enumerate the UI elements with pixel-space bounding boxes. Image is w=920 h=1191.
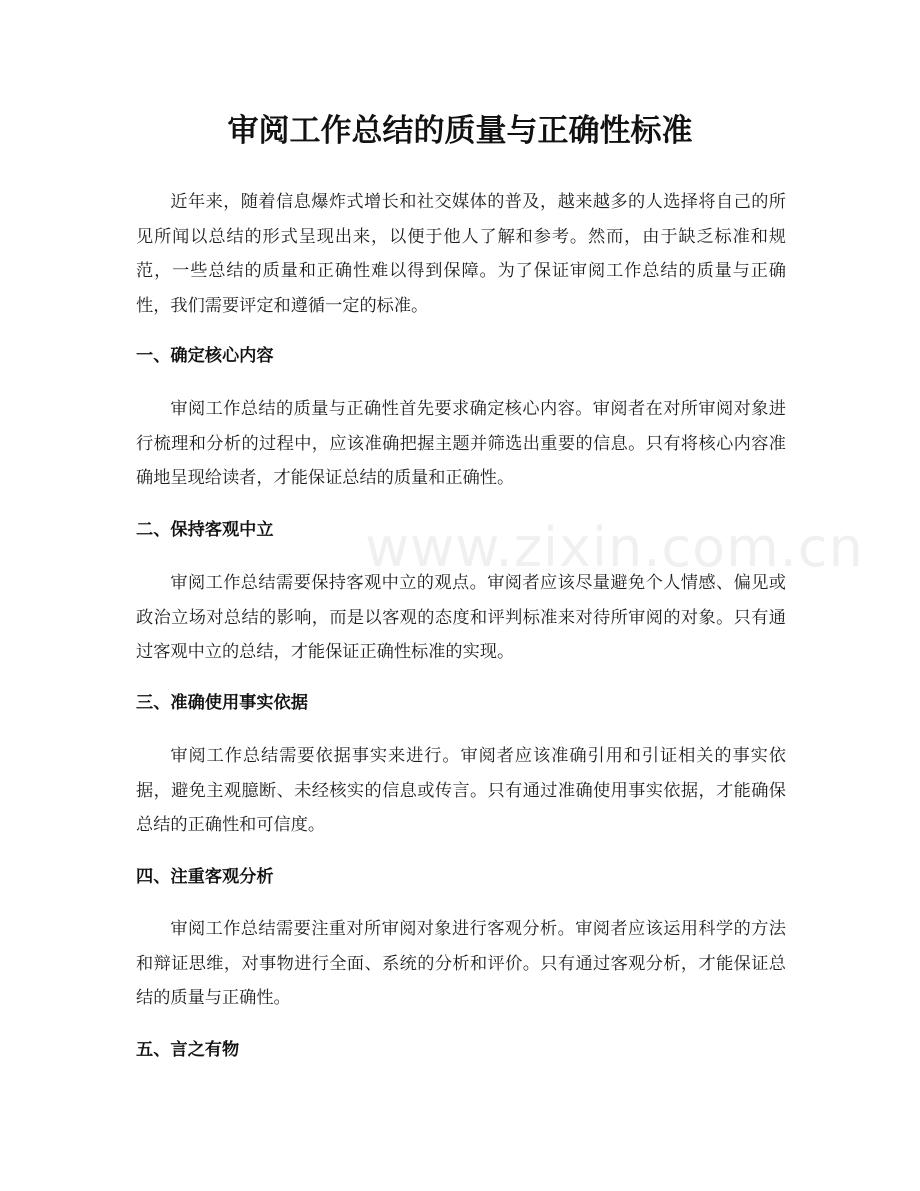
section-heading-3: 三、准确使用事实依据 (136, 693, 308, 713)
section-body-3: 审阅工作总结需要依据事实来进行。审阅者应该准确引用和引证相关的事实依据，避免主观臆断、未经核实的信息或传言。只有通过准确使用事实依据，才能确保总结的正确性和可信度。 (136, 746, 786, 835)
section-heading-1: 一、确定核心内容 (136, 346, 274, 366)
section-heading-5: 五、言之有物 (136, 1040, 240, 1060)
intro-paragraph: 近年来，随着信息爆炸式增长和社交媒体的普及，越来越多的人选择将自己的所见所闻以总结的形式呈现出来，以便于他人了解和参考。然而，由于缺乏标准和规范，一些总结的质量和正确性难以得到保障。为了保证审阅工作总结的质量与正确性，我们需要评定和遵循一定的标准。 (136, 192, 786, 316)
document-title: 审阅工作总结的质量与正确性标准 (227, 113, 693, 149)
section-heading-4: 四、注重客观分析 (136, 867, 274, 887)
section-heading-2: 二、保持客观中立 (136, 520, 274, 540)
section-body-2: 审阅工作总结需要保持客观中立的观点。审阅者应该尽量避免个人情感、偏见或政治立场对总结的影响，而是以客观的态度和评判标准来对待所审阅的对象。只有通过客观中立的总结，才能保证正确性标准的实现。 (136, 573, 786, 662)
section-body-4: 审阅工作总结需要注重对所审阅对象进行客观分析。审阅者应该运用科学的方法和辩证思维，对事物进行全面、系统的分析和评价。只有通过客观分析，才能保证总结的质量与正确性。 (136, 919, 786, 1008)
section-body-1: 审阅工作总结的质量与正确性首先要求确定核心内容。审阅者在对所审阅对象进行梳理和分析的过程中，应该准确把握主题并筛选出重要的信息。只有将核心内容准确地呈现给读者，才能保证总结的质量和正确性。 (136, 399, 786, 488)
watermark: www.zixin.com.cn (365, 516, 864, 579)
